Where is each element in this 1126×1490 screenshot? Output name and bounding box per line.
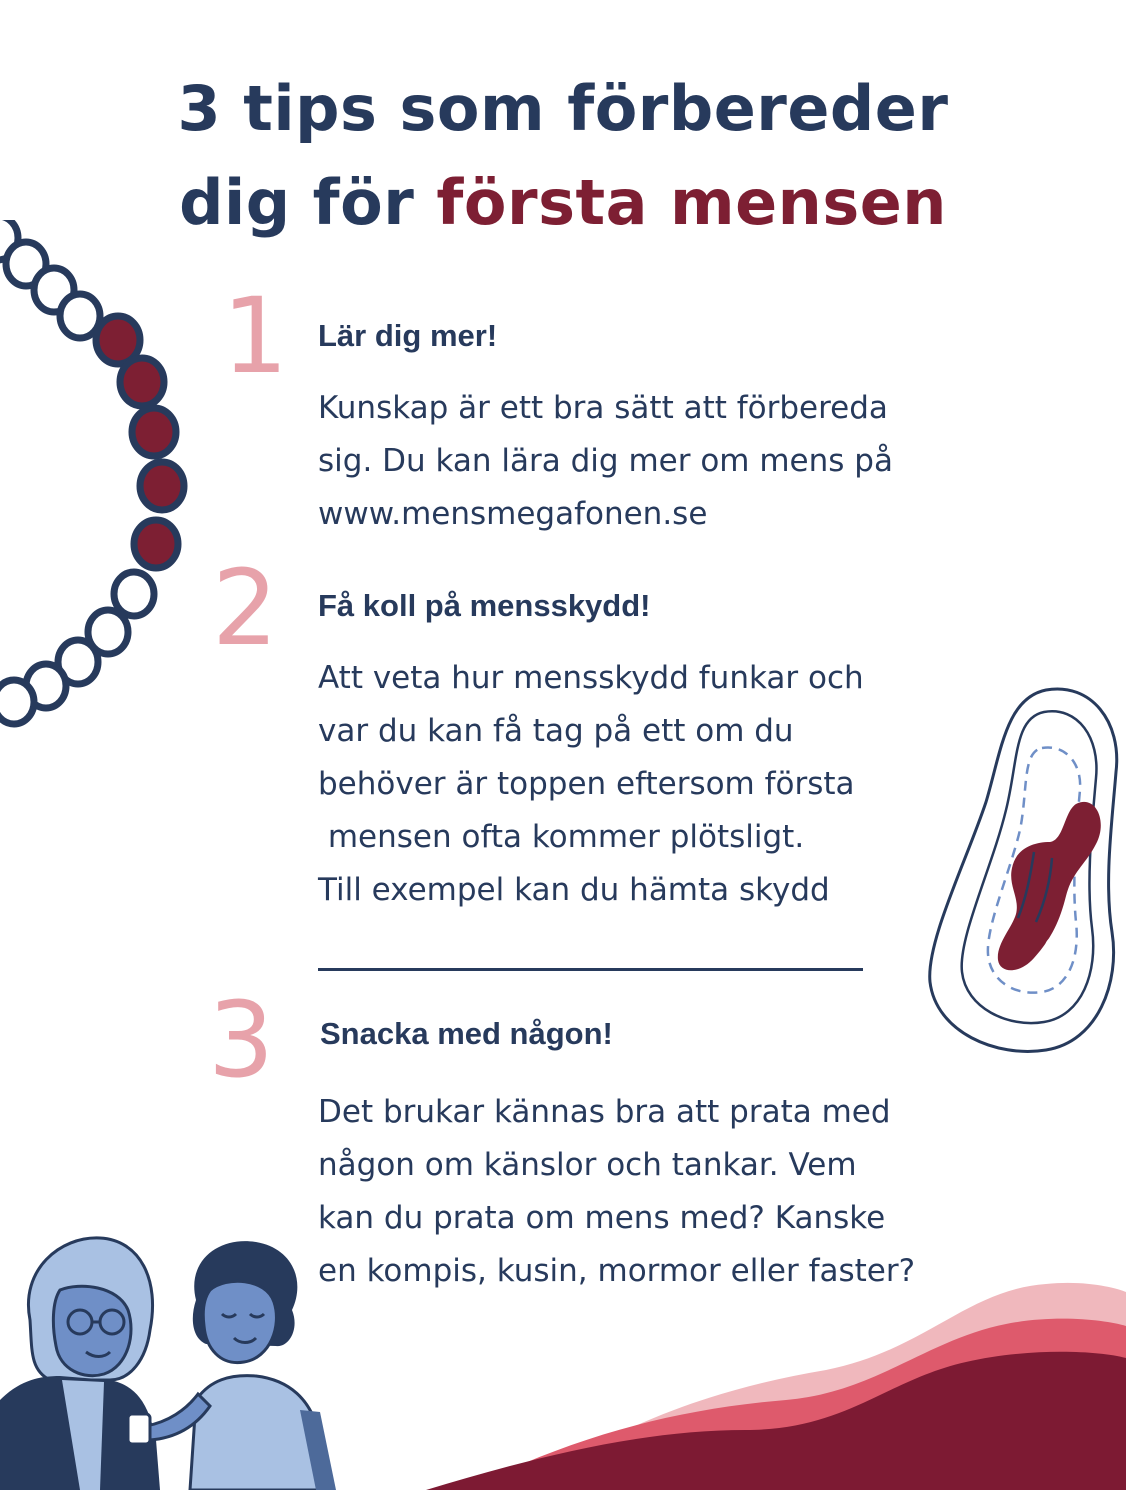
tip-3-number: 3: [208, 979, 275, 1101]
tip-3-heading: Snacka med någon!: [320, 1016, 613, 1051]
tip-3-line-4: en kompis, kusin, mormor eller faster?: [318, 1253, 916, 1289]
tip-1-number: 1: [222, 275, 289, 397]
tip-2-heading: Få koll på mensskydd!: [318, 588, 651, 623]
grandmother-and-girl-illustration: [0, 1230, 350, 1490]
tip-3-line-1: Det brukar kännas bra att prata med: [318, 1094, 891, 1130]
tip-3-line-3: kan du prata om mens med? Kanske: [318, 1200, 886, 1236]
bottom-wave-decoration: [406, 1280, 1126, 1490]
tip-1-line-1: Kunskap är ett bra sätt att förbereda: [318, 390, 888, 426]
title-line-2-prefix: dig för: [179, 166, 415, 239]
tip-2-line-2: var du kan få tag på ett om du: [318, 713, 794, 749]
tip-1-line-2: sig. Du kan lära dig mer om mens på: [318, 443, 893, 479]
menstrual-pad-illustration: [926, 682, 1126, 1062]
section-divider: [318, 968, 863, 971]
tip-2-number: 2: [212, 547, 279, 669]
cycle-beads-illustration: [0, 220, 220, 740]
tip-2-line-4: mensen ofta kommer plötsligt.: [318, 819, 805, 855]
tip-2-line-3: behöver är toppen eftersom första: [318, 766, 855, 802]
tip-1-line-3: www.mensmegafonen.se: [318, 496, 708, 532]
tip-2-line-5: Till exempel kan du hämta skydd: [318, 872, 830, 908]
tip-1-heading: Lär dig mer!: [318, 318, 498, 353]
tip-2-line-1: Att veta hur mensskydd funkar och: [318, 660, 864, 696]
title-accent: första mensen: [436, 166, 947, 239]
title-line-1: 3 tips som förbereder: [177, 72, 949, 145]
tip-3-line-2: någon om känslor och tankar. Vem: [318, 1147, 857, 1183]
